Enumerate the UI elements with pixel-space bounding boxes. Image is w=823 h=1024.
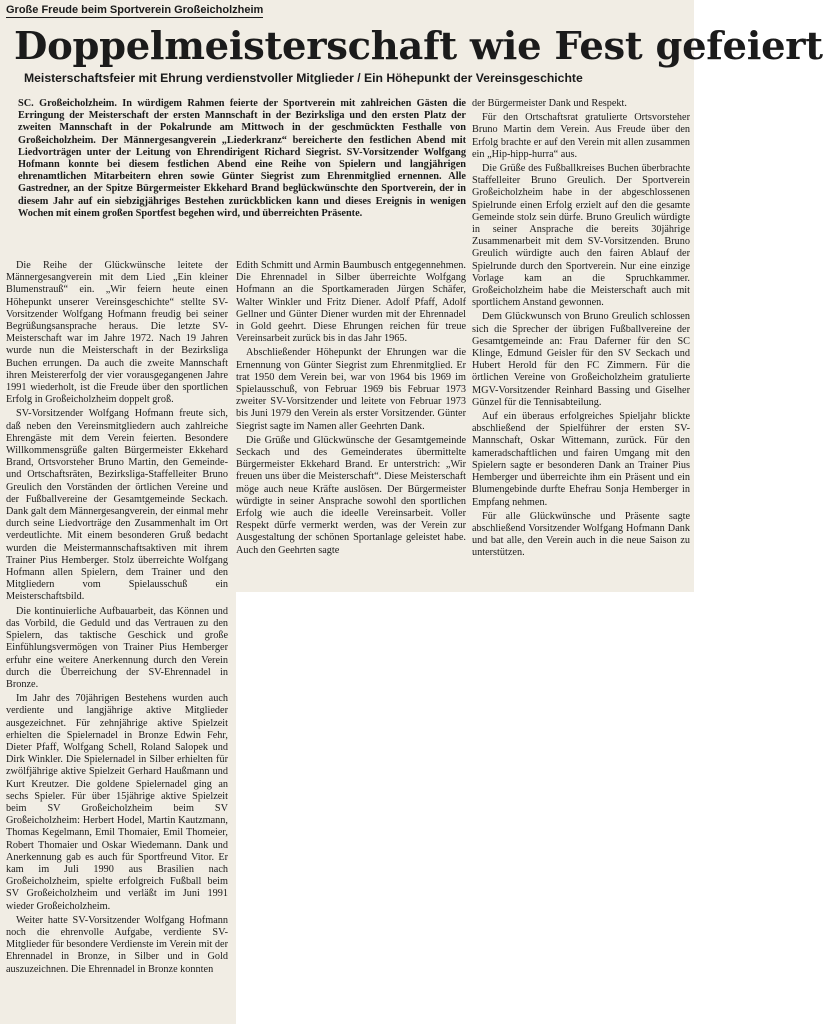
paragraph: SV-Vorsitzender Wolfgang Hofmann freute sich, daß neben den Vereinsmitgliedern auch zahlreiche Ehrengäste mit dem Verein feierten. Besondere Willkommensgrüße galten Bürgermeister Ekkehard Brand, Ortsvorsteher Bruno Martin, den Gemeinde- und Ortschaftsräten, Bezirksliga-Staffelleiter Bruno Greulich den Vorständen der örtlichen Vereine und der Fußballvereine der Gesamtgemeinde Seckach. Dank galt dem Männergesangverein, der einmal mehr durch seine Liedvorträge den Zusammenhalt im Ort verdeutlichte. Mit einem besonderen Gruß bedacht wurden die Meistermannschaftsaktiven mit ihrem Trainer Pius Hemberger. Stolz überreichte Wolfgang Hofmann allen Spielern, dem Trainer und den Mitgliedern vom Spielausschuß ein Meisterschaftsbild. [6,408,228,603]
article-column-3 [472,98,690,590]
paragraph: Im Jahr des 70jährigen Bestehens wurden auch verdiente und langjährige aktive Mitglieder ausgezeichnet. Für zehnjährige aktive Spielzeit erhielten die Spielernadel in Bronze Edwin Fehr, Dieter Pfaff, Wolfgang Schell, Roland Salopek und Dirk Winkler. Die Spielernadel in Silber erhielten für zwölfjährige aktive Spielzeit Gerhard Haußmann und Kurt Kreutzer. Die goldene Spielernadel ging an sechs Spieler. Für über 15jährige aktive Spielzeit beim SV Großeicholzheim beim SV Großeicholzheim: Herbert Hodel, Martin Kautzmann, Thomas Kegelmann, Emil Thomaier, Emil Thomeier, Robert Thomaier und Oskar Wiedemann. Dank und Anerkennung gab es auch für Sportfreund Vitor. Er kam im Juli 1990 aus Brasilien nach Großeicholzheim, spielte erfolgreich Fußball beim SV Großeicholzheim und verläßt im Juni 1991 wieder Großeicholzheim. [6,693,228,912]
article-column-1 [6,260,228,1024]
paragraph: Abschließender Höhepunkt der Ehrungen war die Ernennung von Günter Siegrist zum Ehrenmitglied. Er trat 1950 dem Verein bei, war von 1964 bis 1969 im Spielausschuß, von Februar 1969 bis Februar 1973 zweiter SV-Vorsitzender und leitete von Februar 1973 bis Juni 1979 den Verein als erster Vorsitzender. Günter Siegrist sagte im Namen aller Geehrten Dank. [236,347,466,432]
paragraph: Edith Schmitt und Armin Baumbusch entgegennehmen. Die Ehrennadel in Silber überreichte Wolfgang Hofmann an die Sportkameraden Jürgen Schäfer, Walter Winkler und Fritz Diener. Adolf Pfaff, Adolf Gellner und Günter Diener wurden mit der Ehrennadel in Gold geehrt. Diese Ehrungen reichen für treue Vereinsarbeit zurück bis in das Jahr 1965. [236,260,466,345]
lead-body: In würdigem Rahmen feierte der Sportverein mit zahlreichen Gästen die Erringung der Meisterschaft der ersten Mannschaft in der Bezirksliga und den ersten Platz der zweiten Mannschaft in der Pokalrunde am Mittwoch in der geschmückten Festhalle von Großeicholzheim. Der Männergesangverein „Liederkranz“ bereicherte den festlichen Abend mit Liedvorträgen unter der Leitung von Ehrendirigent Richard Siegrist. SV-Vorsitzender Wolfgang Hofmann konnte bei diesem festlichen Abend eine Reihe von Spielern und langjährigen ehrenamtlichen Mitarbeitern ehren sowie Günter Siegrist zum Ehrenmitglied ernennen. Alle Gastredner, an der Spitze Bürgermeister Ekkehard Brand beglückwünschte den Sportverein, der in diesem Jahr auf ein siebzigjähriges Bestehen zurückblicken kann und dieses Ereignis in wenigen Wochen mit einem großen Sportfest begehen wird, und überreichten Präsente. [18,98,467,219]
paragraph: Für den Ortschaftsrat gratulierte Ortsvorsteher Bruno Martin dem Verein. Aus Freude über den Erfolg brachte er auf den Verein mit allen zusammen ein „Hip-hipp-hurra“ aus. [472,112,690,160]
kicker-line: Große Freude beim Sportverein Großeicholzheim [6,4,264,16]
headline: Doppelmeisterschaft wie Fest gefeiert [14,24,823,69]
paragraph: Die kontinuierliche Aufbauarbeit, das Können und das Vorbild, die Geduld und das Vertrauen zu den Spielern, das taktische Geschick und große Einfühlungsvermögen von Trainer Pius Hemberger erfuhr eine weitere Anerkennung durch den Verein durch die Überreichung der SV-Ehrennadel in Bronze. [6,605,228,690]
subheadline: Meisterschaftsfeier mit Ehrung verdienstvoller Mitglieder / Ein Höhepunkt der Vereinsgeschichte [24,71,583,85]
paragraph: Die Grüße des Fußballkreises Buchen überbrachte Staffelleiter Bruno Greulich. Der Sportverein Großeicholzheim habe in der abgeschlossenen Spielrunde einen Erfolg erzielt auf den die gesamte Gemeinde stolz sein dürfe. Bruno Greulich würdigte in seiner Ansprache die bereits 30jährige Zusammenarbeit mit dem SV-Vorsitzenden. Bruno Greulich würdigte auch den fairen Ablauf der Spielrunde durch den Sportverein. Nur eine einzige Vorlage kam an die Spruchkammer. Großeicholzheim habe die Meisterschaft auch mit sportlichem Anstand gewonnen. [472,163,690,309]
article-column-2 [236,260,466,590]
paragraph: Die Reihe der Glückwünsche leitete der Männergesangverein mit dem Lied „Ein kleiner Blumenstrauß“ ein. „Wir feiern heute einen Höhepunkt unserer Vereinsgeschichte“ stellte SV-Vorsitzender Wolfgang Hofmann freudig bei seiner Begrüßungsansprache heraus. Die letzte SV-Meisterschaft war im Jahre 1972. Nach 19 Jahren wurde nun die Meisterschaft in der Bezirksliga Buchen errungen. Da auch die zweite Mannschaft ihren Meistererfolg der vier vorausgegangenen Jahre 1991 wiederholt, ist die Freude über den sportlichen Erfolg in Großeicholzheim doppelt groß. [6,260,228,406]
dateline: SC. Großeicholzheim. [18,98,117,109]
paragraph: Für alle Glückwünsche und Präsente sagte abschließend Vorsitzender Wolfgang Hofmann Dank und bat alle, den Verein auch in die neue Saison zu unterstützen. [472,510,690,559]
lead-paragraph [18,98,466,258]
paragraph: Auf ein überaus erfolgreiches Spieljahr blickte abschließend der Spielführer der ersten SV-Mannschaft, Oskar Wittemann, zurück. Für den kameradschaftlichen und fairen Umgang mit den Spielern sagte er besonderen Dank an Trainer Pius Hemberger und überreichte ihm ein Präsent und ein Blumengebinde durfte Ehefrau Sonja Hemberger in Empfang nehmen. [472,411,690,508]
paragraph: der Bürgermeister Dank und Respekt. [472,98,627,109]
paragraph: Dem Glückwunsch von Bruno Greulich schlossen sich die Sprecher der übrigen Fußballvereine der Gesamtgemeinde an: Frau Daferner für den SC Klinge, Edmund Geisler für den SV Seckach und Hubert Herold für den FC Zimmern. Für die örtlichen Vereine von Großeicholzheim gratulierte MGV-Vorsitzender Reinhard Bassing und Giselher Günzel für die Tennisabteilung. [472,311,690,408]
paragraph: Die Grüße und Glückwünsche der Gesamtgemeinde Seckach und des Gemeinderates übermittelte Bürgermeister Ekkehard Brand. Er unterstrich: „Wir freuen uns über die Meisterschaft“. Diese Meisterschaft möge auch neue Kräfte auslösen. Der Bürgermeister würdigte in seiner Ansprache sowohl den sportlichen Erfolg wie auch die ideelle Vereinsarbeit. Voller Respekt dürfe vermerkt werden, was der Verein zur Ausgestaltung der schönen Sportanlage geleistet habe. Auch den Geehrten sagte [236,434,466,556]
paragraph: Weiter hatte SV-Vorsitzender Wolfgang Hofmann noch die ehrenvolle Aufgabe, verdiente SV-Mitglieder für besondere Verdienste im Verein mit der Ehrennadel in Bronze, in Silber und in Gold auszuzeichnen. Die Ehrennadel in Bronze konnten [6,914,228,975]
blank-paper-area [236,592,694,1024]
lead-text [18,98,466,220]
